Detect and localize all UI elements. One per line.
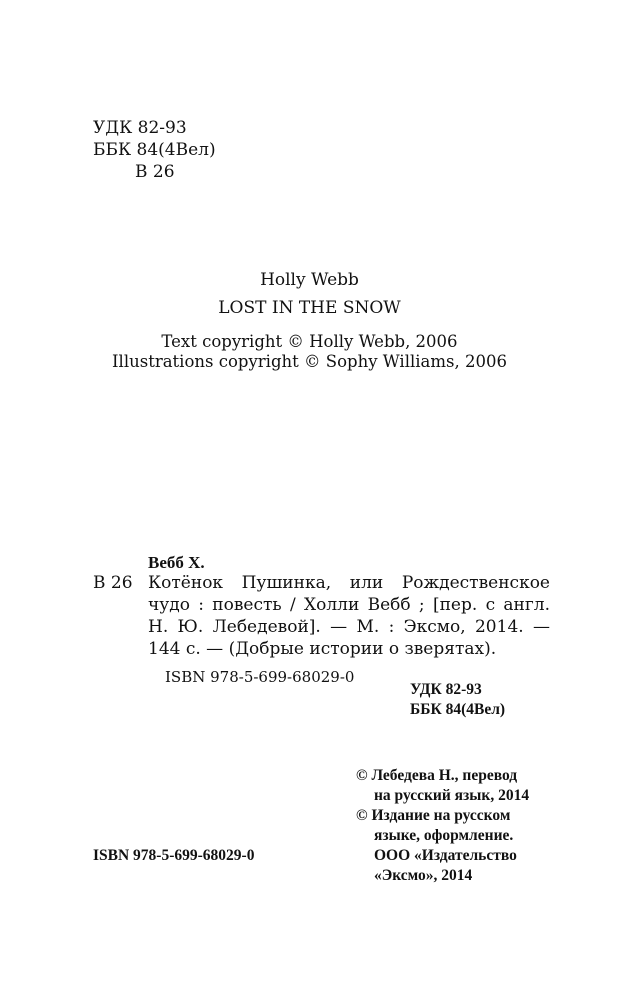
- udk-code: УДК 82-93: [93, 118, 187, 138]
- description-line: чудо : повесть / Холли Вебб ; [пер. с англ.: [148, 595, 550, 615]
- copyright-line: на русский язык, 2014: [374, 787, 530, 804]
- description-line: 144 с. — (Добрые истории о зверятах).: [148, 639, 497, 659]
- isbn-bottom: ISBN 978-5-699-68029-0: [93, 847, 255, 864]
- bibliographic-author-mark: В 26: [93, 573, 133, 593]
- copyright-line: языке, оформление.: [374, 827, 514, 844]
- copyright-line: © Издание на русском: [356, 807, 511, 824]
- copyright-line: ООО «Издательство: [374, 847, 517, 864]
- copyright-notices: [356, 766, 529, 886]
- description-line: Котёнок Пушинка, или Рождественское: [148, 573, 550, 593]
- text-copyright: Text copyright © Holly Webb, 2006: [161, 332, 458, 351]
- copyright-line: «Эксмо», 2014: [374, 867, 473, 884]
- classification-block-bottom: [410, 680, 505, 720]
- author-mark: В 26: [135, 162, 175, 182]
- illustrations-copyright: Illustrations copyright © Sophy Williams, 2006: [112, 352, 507, 371]
- bbk-code-bold: ББК 84(4Вел): [410, 701, 506, 718]
- udk-code-bold: УДК 82-93: [410, 681, 482, 698]
- classification-block-top: [93, 118, 216, 184]
- bbk-code: ББК 84(4Вел): [93, 140, 216, 160]
- copyright-line: © Лебедева Н., перевод: [356, 767, 518, 784]
- isbn-record: ISBN 978-5-699-68029-0: [165, 668, 355, 686]
- bibliographic-author-heading: Вебб Х.: [148, 553, 205, 572]
- description-line: Н. Ю. Лебедевой]. — М. : Эксмо, 2014. —: [148, 617, 550, 637]
- original-author: Holly Webb: [260, 270, 359, 290]
- original-title: LOST IN THE SNOW: [218, 298, 401, 318]
- bibliographic-description: [148, 573, 550, 661]
